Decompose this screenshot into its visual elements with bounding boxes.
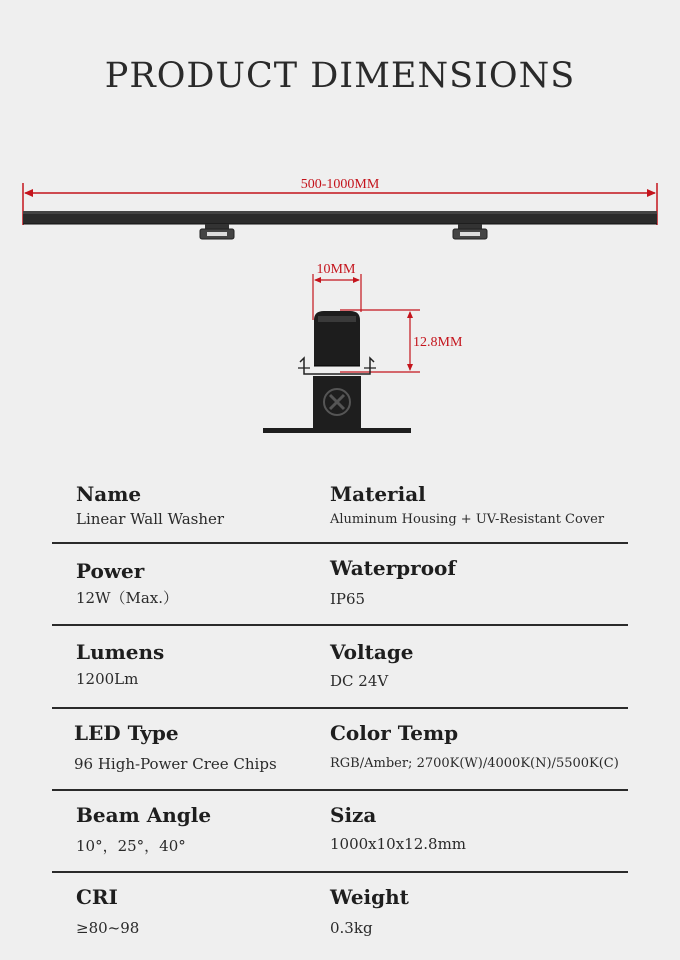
spec-label: Waterproof (330, 556, 456, 580)
spec-label: Power (76, 559, 145, 583)
spec-value: ≥80~98 (76, 919, 140, 937)
spec-label: LED Type (74, 721, 179, 745)
page-title: PRODUCT DIMENSIONS (104, 56, 576, 96)
spec-label: CRI (76, 885, 118, 909)
spec-value: 1200Lm (76, 670, 139, 688)
spec-label: Color Temp (330, 721, 459, 745)
spec-value: 1000x10x12.8mm (330, 835, 467, 853)
length-label: 500-1000MM (300, 177, 380, 192)
spec-label: Beam Angle (76, 803, 212, 827)
spec-value: 12W（Max.） (76, 589, 179, 607)
light-bar (23, 211, 657, 224)
spec-label: Lumens (76, 640, 165, 664)
spec-value: 96 High-Power Cree Chips (74, 755, 277, 773)
spec-row (52, 462, 628, 544)
spec-row (52, 626, 628, 709)
spec-value: IP65 (330, 590, 366, 608)
spec-label: Weight (330, 885, 409, 909)
height-label: 12.8MM (413, 335, 463, 350)
spec-row (52, 544, 628, 626)
spec-label: Name (76, 482, 142, 506)
spec-label: Siza (330, 803, 377, 827)
mounting-clip (200, 224, 234, 239)
width-label: 10MM (316, 262, 356, 277)
dimension-diagram (0, 0, 680, 460)
spec-value: Linear Wall Washer (76, 510, 225, 528)
spec-value: 10°，25°，40° (76, 837, 186, 855)
spec-row (52, 791, 628, 873)
spec-value: 0.3kg (330, 919, 373, 937)
mounting-clip (453, 224, 487, 239)
spec-value: Aluminum Housing + UV-Resistant Cover (330, 512, 605, 527)
spec-label: Material (330, 482, 426, 506)
spec-row (52, 873, 628, 953)
spec-label: Voltage (330, 640, 414, 664)
spec-table (52, 462, 628, 953)
spec-value: RGB/Amber; 2700K(W)/4000K(N)/5500K(C) (330, 756, 619, 771)
spec-value: DC 24V (330, 672, 389, 690)
spec-row (52, 709, 628, 791)
